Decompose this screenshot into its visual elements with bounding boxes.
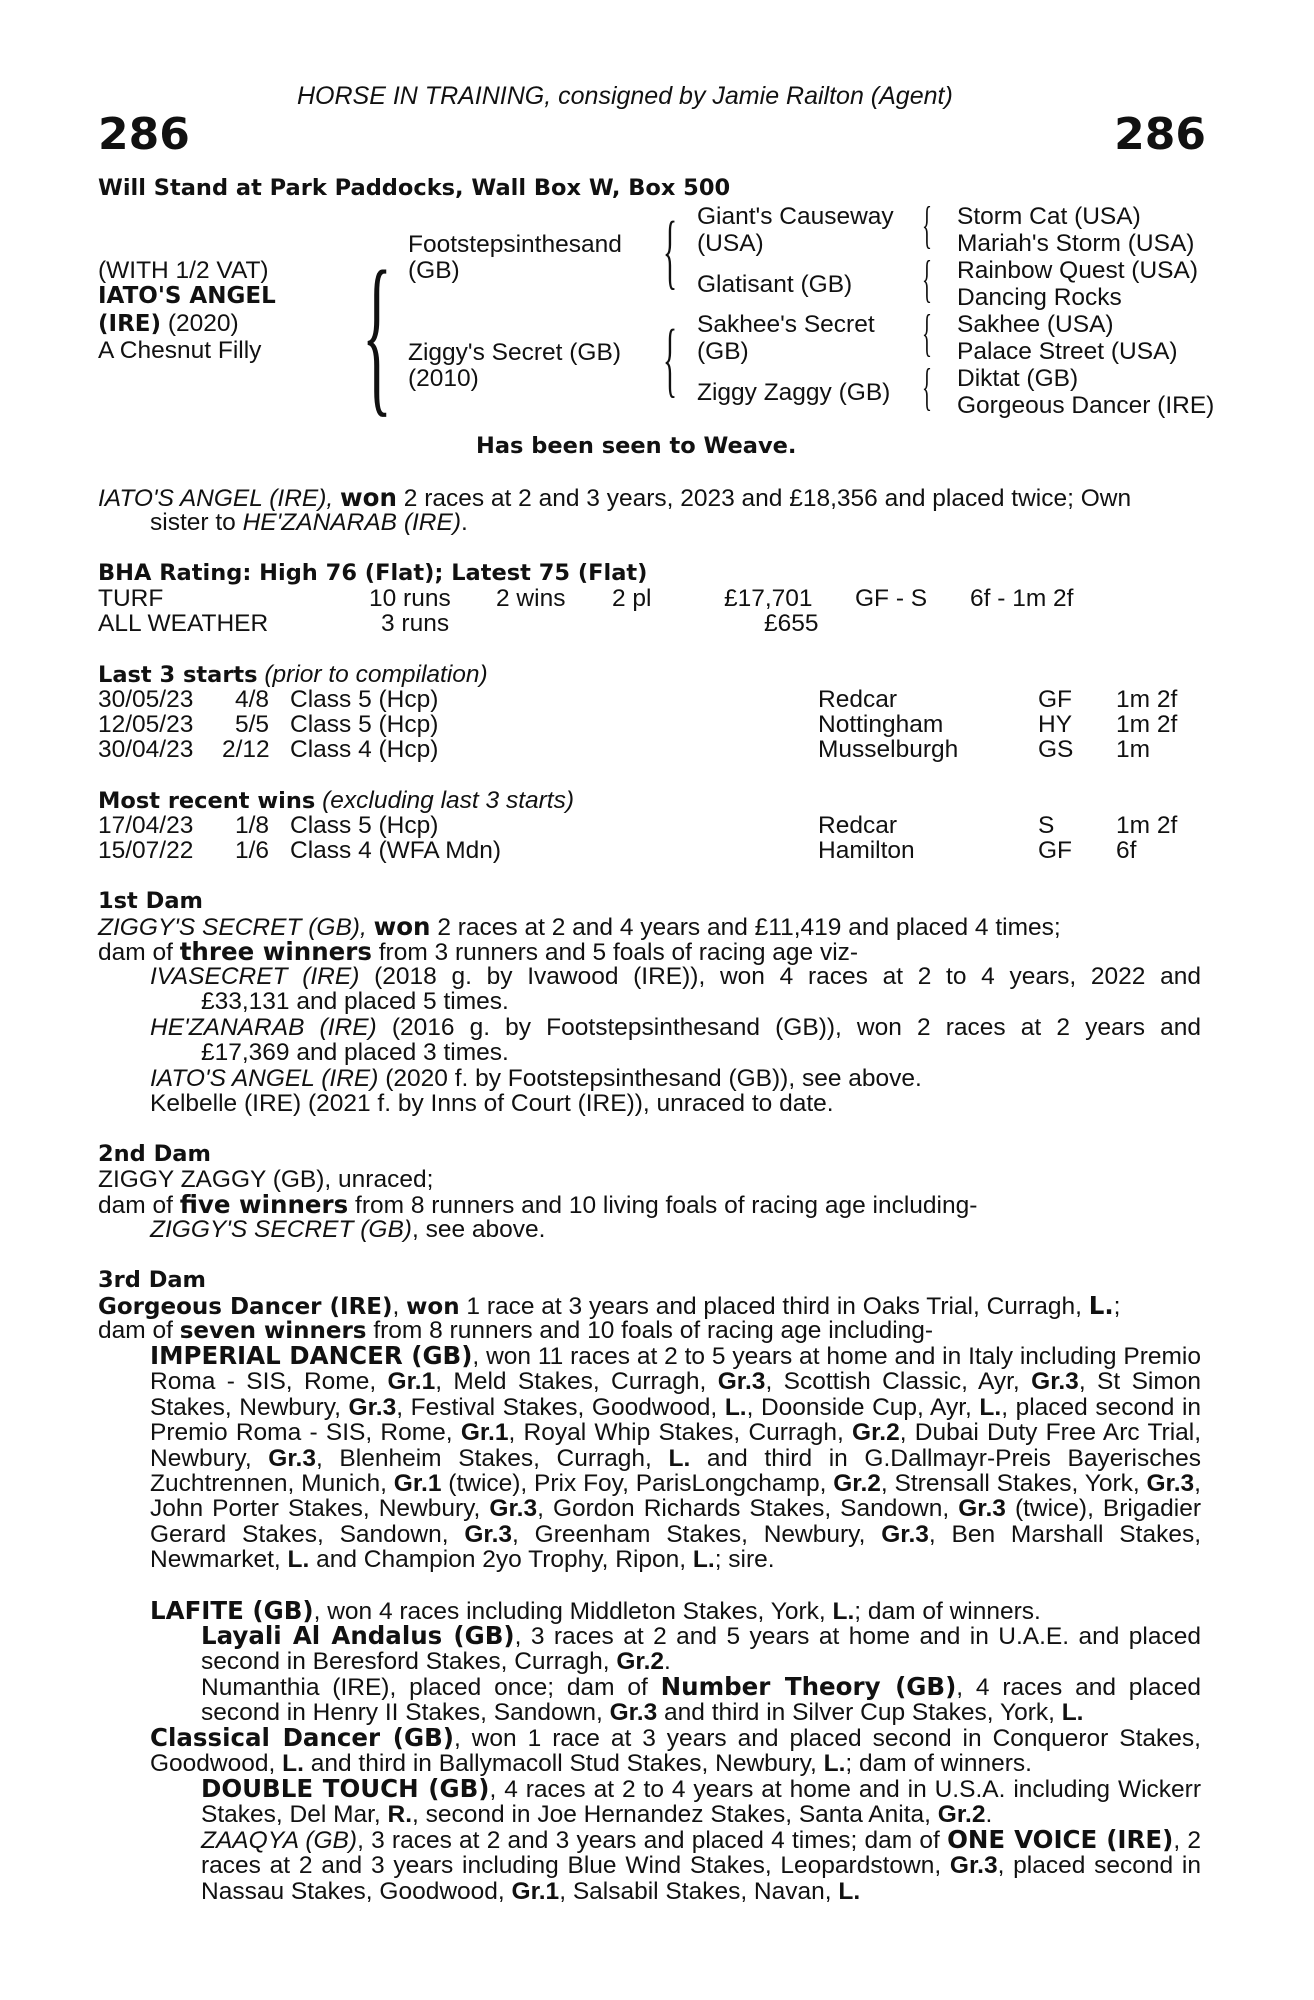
rating-money: £655 <box>764 610 819 637</box>
summary-won: won <box>340 483 397 512</box>
dam2-offspring-1 <box>150 1217 545 1242</box>
rating-runs: 10 runs <box>369 585 451 612</box>
sire-dam: Glatisant (GB) <box>697 271 853 298</box>
start-course: Nottingham <box>818 711 944 738</box>
last3-row <box>98 737 1198 762</box>
dam-year: (2010) <box>408 365 479 392</box>
recent-row <box>98 838 1198 863</box>
offspring-record: , see above. <box>411 1216 546 1243</box>
win-date: 17/04/23 <box>98 812 194 839</box>
rating-pl: 2 pl <box>612 585 652 612</box>
dam3-name: Gorgeous Dancer (IRE) <box>98 1294 393 1320</box>
dam3-produce-1: IMPERIAL DANCER (GB), won 11 races at 2 to 5 years at home and in Italy including Premio Roma - SIS, Rome, Gr.1, Meld Stakes, Curragh, Gr.3, Scottish Classic, Ayr, Gr.3, St Simon Stakes, Newbury, Gr.3, Festival Stakes, Goodwood, L., Doonside Cup, Ayr, L., placed second in Premio Roma - SIS, Rome, Gr.1, Royal Whip Stakes, Curragh, Gr.2, Dubai Duty Free Arc Trial, Newbury, Gr.3, Blenheim Stakes, Curragh, L. and third in G.Dallmayr-Preis Bayerisches Zuchtrennen, Munich, Gr.1 (twice), Prix Foy, ParisLongchamp, Gr.2, Strensall Stakes, York, Gr.3, John Porter Stakes, Newbury, Gr.3, Gordon Richards Stakes, Sandown, Gr.3 (twice), Brigadier Gerard Stakes, Sandown, Gr.3, Greenham Stakes, Newbury, Gr.3, Ben Marshall Stakes, Newmarket, L. and Champion 2yo Trophy, Ripon, L.; sire. <box>150 1341 1202 1574</box>
dam1-name: ZIGGY'S SECRET (GB), <box>98 914 367 941</box>
sire-sire-origin: (USA) <box>697 230 764 257</box>
dam3-produce-2: LAFITE (GB), won 4 races including Middleton Stakes, York, L.; dam of winners. <box>150 1596 1041 1625</box>
win-going: GF <box>1038 837 1073 864</box>
pedigree-brace-dam: { <box>663 313 678 406</box>
start-going: GS <box>1038 736 1074 763</box>
dam2-damof: dam of <box>98 1192 173 1219</box>
dam1-runners: from 3 runners and 5 foals of racing age viz- <box>378 939 859 966</box>
start-position: 2/12 <box>222 736 270 763</box>
sire-name: Footstepsinthesand <box>408 231 622 258</box>
vat-note: (WITH 1/2 VAT) <box>98 257 269 284</box>
last3-title: Last 3 starts <box>98 662 258 688</box>
pedigree-brace-sd: { <box>922 251 932 308</box>
dam1-won: won <box>373 912 431 941</box>
dam-sire-origin: (GB) <box>697 338 749 365</box>
dam1-title: 1st Dam <box>98 888 203 914</box>
start-position: 4/8 <box>235 686 270 713</box>
rating-row <box>98 586 1198 611</box>
last3-heading <box>98 662 488 688</box>
dam2-line-2 <box>98 1192 977 1218</box>
recent-title: Most recent wins <box>98 788 316 814</box>
offspring-record-cont: £33,131 and placed 5 times. <box>201 988 509 1016</box>
summary-horse: IATO'S ANGEL (IRE), <box>98 485 334 512</box>
start-date: 30/04/23 <box>98 736 194 763</box>
ped-dds: Diktat (GB) <box>957 365 1079 392</box>
last3-row <box>98 712 1198 737</box>
dam-sire: Sakhee's Secret <box>697 311 875 338</box>
offspring-name: ZIGGY'S SECRET (GB) <box>150 1216 412 1243</box>
ped-ssd: Mariah's Storm (USA) <box>957 230 1195 257</box>
dam3-title: 3rd Dam <box>98 1267 206 1293</box>
rating-going: GF - S <box>855 585 928 612</box>
dam1-damof: dam of <box>98 939 173 966</box>
dam-name: Ziggy's Secret (GB) <box>408 339 621 366</box>
rating-surface: ALL WEATHER <box>98 610 269 637</box>
ped-sds: Rainbow Quest (USA) <box>957 257 1199 284</box>
ped-ddd: Gorgeous Dancer (IRE) <box>957 392 1215 419</box>
summary-line-2 <box>150 510 468 535</box>
rating-runs: 3 runs <box>381 610 450 637</box>
rating-surface: TURF <box>98 585 164 612</box>
summary-sibling: HE'ZANARAB (IRE) <box>242 509 461 536</box>
start-distance: 1m 2f <box>1116 711 1178 738</box>
offspring-name: IATO'S ANGEL (IRE) <box>150 1065 379 1092</box>
start-course: Musselburgh <box>818 736 959 763</box>
rating-dist: 6f - 1m 2f <box>970 585 1074 612</box>
dam3-produce-3: Classical Dancer (GB), won 1 race at 3 years and placed second in Conqueror Stakes, Goodwood, L. and third in Ballymacoll Stud Stakes, Newbury, L.; dam of winners. <box>150 1723 1201 1778</box>
dam3-produce-2b: Numanthia (IRE), placed once; dam of Number Theory (GB), 4 races and placed second in Henry II Stakes, Sandown, Gr.3 and third in Silver Cup Stakes, York, L. <box>201 1672 1201 1727</box>
recent-note: (excluding last 3 starts) <box>322 787 575 814</box>
recent-row <box>98 813 1198 838</box>
dam2-winners: five winners <box>179 1190 349 1219</box>
dam3-listed: L. <box>1088 1291 1114 1320</box>
summary-rest: 2 races at 2 and 3 years, 2023 and £18,356 and placed twice; Own <box>403 485 1132 512</box>
dam1-line-2 <box>98 939 858 965</box>
pedigree-brace-ds: { <box>922 305 932 362</box>
win-distance: 6f <box>1116 837 1137 864</box>
win-class: Class 5 (Hcp) <box>290 812 439 839</box>
rating-money: £17,701 <box>724 585 813 612</box>
horse-name: IATO'S ANGEL <box>98 283 276 309</box>
start-going: HY <box>1038 711 1073 738</box>
dam-dam: Ziggy Zaggy (GB) <box>697 379 891 406</box>
lot-number-right: 286 <box>1114 109 1206 160</box>
summary-sister: sister to <box>150 509 236 536</box>
sire-sire: Giant's Causeway <box>697 203 894 230</box>
dam3-won: won <box>406 1294 460 1320</box>
ped-sss: Storm Cat (USA) <box>957 203 1141 230</box>
dam2-line-1: ZIGGY ZAGGY (GB), unraced; <box>98 1166 434 1193</box>
win-going: S <box>1038 812 1055 839</box>
last3-note: (prior to compilation) <box>264 661 488 688</box>
dam3-produce-3a: DOUBLE TOUCH (GB), 4 races at 2 to 4 years at home and in U.S.A. including Wickerr Stakes, Del Mar, R., second in Joe Hernandez Stakes, Santa Anita, Gr.2. <box>201 1774 1201 1829</box>
rating-wins: 2 wins <box>496 585 566 612</box>
dam3-comma: , <box>392 1293 400 1320</box>
start-going: GF <box>1038 686 1073 713</box>
recent-heading <box>98 788 574 814</box>
dam3-record: 1 race at 3 years and placed third in Oaks Trial, Curragh, <box>466 1293 1082 1320</box>
start-course: Redcar <box>818 686 897 713</box>
offspring-name: IVASECRET (IRE) <box>150 963 360 990</box>
dam3-produce-3b: ZAAQYA (GB), 3 races at 2 and 3 years and placed 4 times; dam of ONE VOICE (IRE), 2 races at 2 and 3 years including Blue Wind Stakes, Leopardstown, Gr.3, placed second in Nassau Stakes, Goodwood, Gr.1, Salsabil Stakes, Navan, L. <box>201 1825 1201 1905</box>
rating-row <box>98 611 1198 636</box>
consignor-line: HORSE IN TRAINING, consigned by Jamie Railton (Agent) <box>297 82 953 110</box>
dam1-winners: three winners <box>179 937 372 966</box>
start-distance: 1m <box>1116 736 1151 763</box>
start-class: Class 5 (Hcp) <box>290 711 439 738</box>
pedigree-brace-ss: { <box>922 197 932 254</box>
dam1-offspring-3 <box>150 1066 922 1091</box>
ped-dsd: Palace Street (USA) <box>957 338 1178 365</box>
horse-year: (2020) <box>167 310 239 337</box>
offspring-name: HE'ZANARAB (IRE) <box>150 1014 377 1041</box>
dam3-produce-2a: Layali Al Andalus (GB), 3 races at 2 and 5 years at home and in U.A.E. and placed second in Beresford Stakes, Curragh, Gr.2. <box>201 1621 1201 1676</box>
sire-origin: (GB) <box>408 257 460 284</box>
win-class: Class 4 (WFA Mdn) <box>290 837 502 864</box>
offspring-record: (2020 f. by Footstepsinthesand (GB)), see above. <box>385 1065 922 1092</box>
win-position: 1/8 <box>235 812 270 839</box>
pedigree-brace-sire: { <box>663 205 678 298</box>
start-distance: 1m 2f <box>1116 686 1178 713</box>
offspring-record: (2018 g. by Ivawood (IRE)), won 4 races at 2 to 4 years, 2022 and <box>374 963 1202 990</box>
summary-period: . <box>461 509 468 536</box>
start-date: 12/05/23 <box>98 711 194 738</box>
horse-origin: (IRE) <box>98 311 162 337</box>
last3-row <box>98 687 1198 712</box>
offspring-record-cont: £17,369 and placed 3 times. <box>201 1039 509 1067</box>
start-class: Class 4 (Hcp) <box>290 736 439 763</box>
dam2-title: 2nd Dam <box>98 1141 211 1167</box>
ped-sdd: Dancing Rocks <box>957 284 1122 311</box>
ped-dss: Sakhee (USA) <box>957 311 1114 338</box>
weave-note: Has been seen to Weave. <box>476 433 797 459</box>
dam1-record: 2 races at 2 and 4 years and £11,419 and placed 4 times; <box>437 914 1061 941</box>
dam3-winners: seven winners <box>179 1318 367 1344</box>
dam1-offspring-4: Kelbelle (IRE) (2021 f. by Inns of Court (IRE)), unraced to date. <box>150 1090 834 1117</box>
pedigree-brace-main: { <box>362 234 392 432</box>
win-course: Hamilton <box>818 837 915 864</box>
start-class: Class 5 (Hcp) <box>290 686 439 713</box>
start-position: 5/5 <box>235 711 270 738</box>
pedigree-brace-dd: { <box>922 359 932 416</box>
win-position: 1/6 <box>235 837 270 864</box>
dam3-damof: dam of <box>98 1317 173 1344</box>
dam3-semicolon: ; <box>1113 1293 1121 1320</box>
stand-location: Will Stand at Park Paddocks, Wall Box W, Box 500 <box>98 175 731 201</box>
win-distance: 1m 2f <box>1116 812 1178 839</box>
dam1-offspring-2 <box>150 1015 1201 1066</box>
horse-description: A Chesnut Filly <box>98 337 262 364</box>
dam2-runners: from 8 runners and 10 living foals of racing age including- <box>355 1192 978 1219</box>
win-course: Redcar <box>818 812 897 839</box>
dam3-line-1 <box>98 1293 1120 1320</box>
dam1-offspring-1 <box>150 964 1201 1015</box>
summary-line-1 <box>98 485 1131 511</box>
rating-title: BHA Rating: High 76 (Flat); Latest 75 (Flat) <box>98 560 648 586</box>
start-date: 30/05/23 <box>98 686 194 713</box>
win-date: 15/07/22 <box>98 837 194 864</box>
lot-number-left: 286 <box>98 109 190 160</box>
dam3-runners: from 8 runners and 10 foals of racing age including- <box>373 1317 934 1344</box>
horse-origin-year <box>98 311 239 337</box>
offspring-record: (2016 g. by Footstepsinthesand (GB)), won 2 races at 2 years and <box>391 1014 1201 1041</box>
